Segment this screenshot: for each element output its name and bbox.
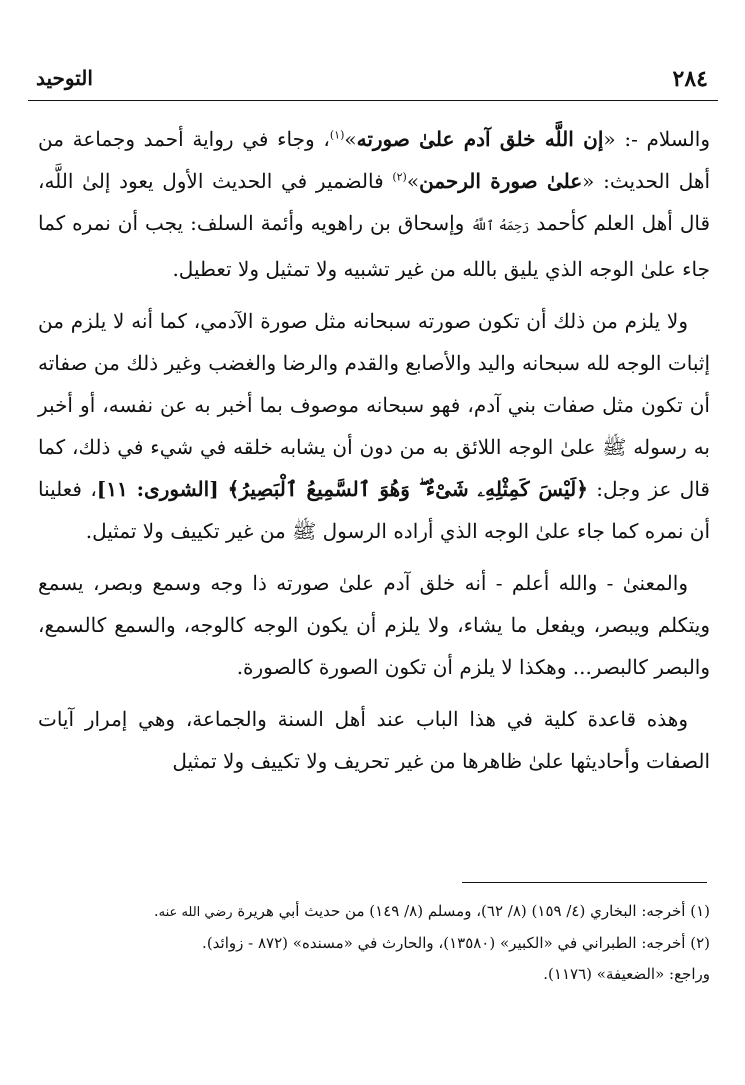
page-header [28, 62, 718, 101]
text-span: » [344, 127, 357, 151]
paragraph-4: وهذه قاعدة كلية في هذا الباب عند أهل السنة والجماعة، وهي إمرار آيات الصفات وأحاديثها علىٰ ظاهرها من غير تحريف ولا تكييف ولا تمثيل [38, 707, 710, 773]
hadith-quote: علىٰ صورة الرحمن [419, 169, 583, 193]
text-span: من غير تكييف ولا تمثيل. [85, 519, 293, 543]
quran-verse: ﴿لَيْسَ كَمِثْلِهِۦ شَىْءٌ ۖ وَهُوَ ٱلسَّمِيعُ ٱلْبَصِيرُ﴾ [227, 477, 588, 501]
salawat-glyph: ﷺ [602, 435, 627, 459]
footnote-text: (١) أخرجه: البخاري (٤/ ١٥٩) (٨/ ٦٢)، ومسلم (٨/ ١٤٩) من حديث أبي هريرة [237, 902, 710, 920]
footnote-text: . [153, 902, 159, 920]
page-number: ٢٨٤ [672, 66, 708, 92]
paragraph-3: والمعنىٰ - والله أعلم - أنه خلق آدم علىٰ صورته ذا وجه وسمع وبصر، يسمع ويتكلم ويبصر، ويفعل ما يشاء، ولا يلزم أن يكون الوجه كالوجه، والسمع كالسمع، والبصر كالبصر... وهكذا لا يلزم أن تكون الصورة كالصورة. [38, 571, 710, 679]
footnotes [30, 896, 710, 990]
footnote-separator [462, 882, 707, 883]
text-span: وإسحاق بن راهويه وأئمة السلف: يجب أن نمره كما جاء علىٰ الوجه الذي يليق بالله من غير تشبيه ولا تمثيل ولا تعطيل. [38, 211, 710, 281]
footnote-2: (٢) أخرجه: الطبراني في «الكبير» (١٣٥٨٠)، والحارث في «مسنده» (٨٧٢ - زوائد). [202, 934, 710, 952]
text-span: ، وجاء في رواية أحمد وجماعة من أهل الحديث: « [38, 127, 711, 193]
main-text [38, 118, 710, 792]
honorific: رَحِمَهُ ٱللَّهُ [471, 219, 530, 234]
verse-reference: [الشورى: ١١] [96, 477, 228, 501]
footnote-2-cont: وراجع: «الضعيفة» (١١٧٦). [543, 965, 710, 983]
footnote-ref-2[interactable]: (٢) [392, 170, 407, 184]
text-span: والسلام -: « [603, 127, 710, 151]
text-span: ولا يلزم من ذلك أن تكون صورته سبحانه مثل صورة الآدمي، كما أنه لا يلزم من إثبات الوجه لله سبحانه واليد والأصابع والقدم والرضا والغضب وغير ذلك من صفاته أن تكون مثل صفات بني آدم، فهو سبحانه موصوف بما أخبر به عن نفسه، أو أخبر به رسوله [38, 309, 710, 459]
footnote-1 [30, 896, 710, 928]
text-span: فالضمير في الحديث الأول يعود إلىٰ اللَّه، قال أهل العلم كأحمد [38, 169, 711, 235]
text-span: ، فعلينا أن نمره كما جاء علىٰ الوجه الذي أراده الرسول [38, 477, 710, 543]
salawat-glyph: ﷺ [292, 519, 317, 543]
text-span: » [406, 169, 420, 193]
paragraph-1 [38, 118, 710, 290]
paragraph-2 [38, 300, 710, 552]
honorific: رضي الله عنه [158, 905, 233, 920]
running-title: التوحيد [36, 66, 93, 90]
text-span: علىٰ الوجه اللائق به من دون أن يشابه خلقه في شيء في ذلك، كما قال عز وجل: [38, 435, 710, 501]
hadith-quote: إن اللَّه خلق آدم علىٰ صورته [356, 127, 604, 151]
footnote-ref-1[interactable]: (١) [329, 128, 345, 142]
